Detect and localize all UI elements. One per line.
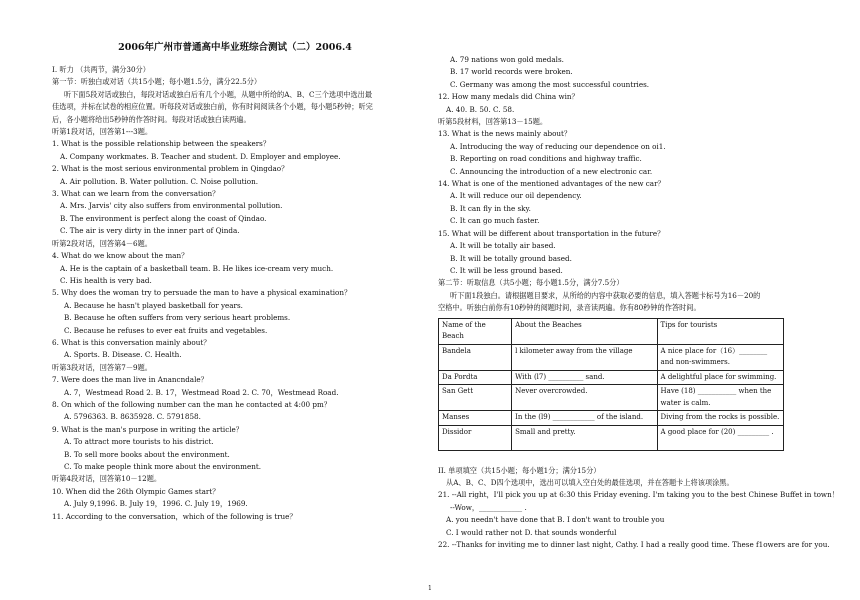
text-line: A. Air pollution. B. Water pollution. C. Noise pollution.	[60, 176, 259, 186]
text-line: I. 听力 （共两节，满分30分）	[52, 65, 150, 74]
table-cell: Small and pretty.	[512, 425, 657, 450]
text-line: A. Because he hasn't played basketball for years.	[64, 300, 243, 310]
text-line: B. Reporting on road conditions and highway traffic.	[450, 154, 642, 164]
table-cell: Never overcrowded.	[512, 385, 657, 411]
table-row	[439, 425, 784, 450]
text-line: 听第5段材料，回答第13－15题。	[438, 117, 548, 127]
text-line: C. His health is very bad.	[60, 275, 152, 285]
table-cell: Dissidor	[439, 425, 512, 450]
text-line: 空格中。听独白前你有10秒钟的阅题时间，录音读两遍。你有80秒钟的作答时间。	[438, 303, 701, 313]
text-line: A. July 9,1996. B. July 19，1996. C. July 19，1969.	[64, 499, 248, 509]
table-header-cell: About the Beaches	[512, 318, 657, 344]
text-line: C. Announcing the introduction of a new electronic car.	[450, 166, 653, 176]
text-line: 5. Why does the woman try to persuade the man to have a physical examination？	[52, 288, 352, 298]
text-line: C. Because he refuses to ever eat fruits and vegetables.	[64, 325, 268, 335]
table-cell: A delightful place for swimming.	[657, 370, 783, 385]
table-header-row	[439, 318, 784, 344]
table-cell: In the (l9) ____________ of the island.	[512, 411, 657, 426]
text-line: A. Introducing the way of reducing our dependence on oi1.	[450, 141, 666, 151]
text-line: 10. When did the 26th Olympic Games start？	[52, 486, 220, 496]
text-line: 后，各小题将给出5秒钟的作答时间。每段对话或独白读两遍。	[52, 114, 251, 124]
text-line: B. The environment is perfect along the coast of Qindao.	[60, 213, 267, 223]
text-line: 9. What is the man's purpose in writing the article？	[52, 424, 243, 434]
text-line: 1. What is the possible relationship between the speakers？	[52, 139, 271, 149]
text-line: 听第4段对话，回答第10－12题。	[52, 474, 162, 484]
text-line: C. The air is very dirty in the inner part of Qinda.	[60, 226, 240, 236]
table-cell: A good place for (20) _________ .	[657, 425, 783, 450]
table-cell: With (l7) __________ sand.	[512, 370, 657, 385]
text-line: 从A、B、C、D四个选项中，选出可以填入空白处的最佳选项，并在答题卡上将该项涂黑。	[446, 477, 734, 487]
text-line: 2. What is the most serious environmental problem in Qingdao？	[52, 164, 289, 174]
table-row	[439, 370, 784, 385]
text-line: A. It will reduce our oil dependency.	[450, 191, 582, 201]
table-cell: Da Pordta	[439, 370, 512, 385]
text-line: 21. --All right，I'll pick you up at 6:30 this Friday evening. I'm taking you to the best Chinese Buffet in town！	[438, 490, 839, 500]
table-cell: A nice place for（16）________ and non-swimmers.	[657, 344, 783, 370]
text-line: A. It will be totally air based.	[450, 241, 556, 251]
text-line: II. 单项填空（共15小题；每小题1分；满分15分）	[438, 465, 601, 475]
table-cell: Diving from the rocks is possible.	[657, 411, 783, 426]
text-line: 第一节：听独白或对话（共15小题；每小题1.5分，满分22.5分）	[52, 77, 262, 87]
text-line: C. Germany was among the most successful countries.	[450, 79, 650, 89]
table-cell: Bandela	[439, 344, 512, 370]
text-line: B. To sell more books about the environment.	[64, 449, 230, 459]
text-line: 听第2段对话，回答第4－6题。	[52, 238, 152, 248]
text-line: A. Company workmates. B. Teacher and student. D. Employer and employee.	[60, 151, 341, 161]
text-line: 13. What is the news mainly about？	[438, 129, 572, 139]
text-line: 6. What is this conversation mainly about？	[52, 337, 211, 347]
text-line: C. To make people think more about the environment.	[64, 462, 262, 471]
text-line: C. It can go much faster.	[450, 216, 540, 226]
text-line: C. It will be less ground based.	[450, 265, 563, 275]
text-line: A. Mrs. Jarvis' city also suffers from environmental pollution.	[60, 201, 283, 211]
text-line: A. 79 nations won gold medals.	[450, 55, 564, 64]
text-line: B. It will be totally ground based.	[450, 253, 572, 263]
text-line: 12. How many medals did China win？	[438, 92, 579, 102]
text-line: 8. On which of the following number can the man he contacted at 4:00 pm？	[52, 399, 331, 409]
text-line: 14. What is one of the mentioned advantages of the new car？	[438, 179, 665, 189]
text-line: A. 40. B. 50. C. 58.	[446, 104, 515, 114]
text-line: A. To attract more tourists to his district.	[64, 437, 214, 447]
text-line: 听下面1段独白。请根据题目要求，从所给的内容中获取必要的信息，填入答题卡标号为16－20的	[450, 290, 761, 300]
text-line: 听第1段对话，回答第1---3题。	[52, 127, 153, 137]
left-column	[52, 64, 427, 523]
text-line: 22. --Thanks for inviting me to dinner last night, Cathy. I had a really good time. These f1owers are for you.	[438, 539, 830, 549]
text-line: A. you needn't have done that B. I don't want to trouble you	[446, 515, 665, 525]
text-line: 第二节：听取信息（共5小题；每小题1.5分，满分7.5分）	[438, 278, 624, 288]
text-line: A. 5796363. B. 8635928. C. 5791858.	[64, 412, 201, 422]
text-line: C. I would rather not D. that sounds wonderful	[446, 527, 617, 537]
beaches-table	[438, 318, 784, 451]
text-line: A. He is the captain of a basketball team. B. He likes ice-cream very much.	[60, 263, 334, 273]
text-line: 7. Were does the man live in Anancndale？	[52, 375, 208, 385]
text-line: 听第3段对话，回答第7－9题。	[52, 362, 152, 372]
text-line: 4. What do we know about the man？	[52, 251, 189, 261]
table-cell: l kilometer away from the village	[512, 344, 657, 370]
table-header-cell: Tips for tourists	[657, 318, 783, 344]
text-line: 15. What will be different about transportation in the future？	[438, 228, 665, 238]
table-cell: Have (18) ___________ when the water is calm.	[657, 385, 783, 411]
table-row	[439, 385, 784, 411]
text-line: 3. What can we learn from the conversation？	[52, 189, 220, 199]
text-line: --Wow，____________ .	[450, 502, 527, 512]
text-line: 佳选项，并标在试卷的相应位置。听每段对话或独白前，你有时间阅读各个小题，每小题5秒钟；听完	[52, 102, 373, 112]
page-title: 2006年广州市普通高中毕业班综合测试（二）2006.4	[118, 42, 352, 53]
table-row	[439, 411, 784, 426]
text-line: A. Sports. B. Disease. C. Health.	[64, 350, 182, 360]
text-line: 听下面5段对话或独白，每段对话或独白后有几个小题，从题中所给的A、B、C三个选项中选出最	[64, 89, 373, 99]
table-row	[439, 344, 784, 370]
text-line: B. It can fly in the sky.	[450, 203, 531, 213]
text-line: B. Because he often suffers from very serious heart problems.	[64, 313, 291, 323]
table-header-cell: Name of the Beach	[439, 318, 512, 344]
page-number: 1	[428, 585, 432, 592]
table-cell: Manses	[439, 411, 512, 426]
right-column	[438, 54, 839, 551]
text-line: 11. According to the conversation，which of the following is true？	[52, 511, 297, 521]
table-cell: San Gett	[439, 385, 512, 411]
text-line: A. 7，Westmead Road 2. B. 17，Westmead Road 2. C. 70，Westmead Road.	[64, 387, 339, 397]
text-line: B. 17 world records were broken.	[450, 67, 573, 77]
